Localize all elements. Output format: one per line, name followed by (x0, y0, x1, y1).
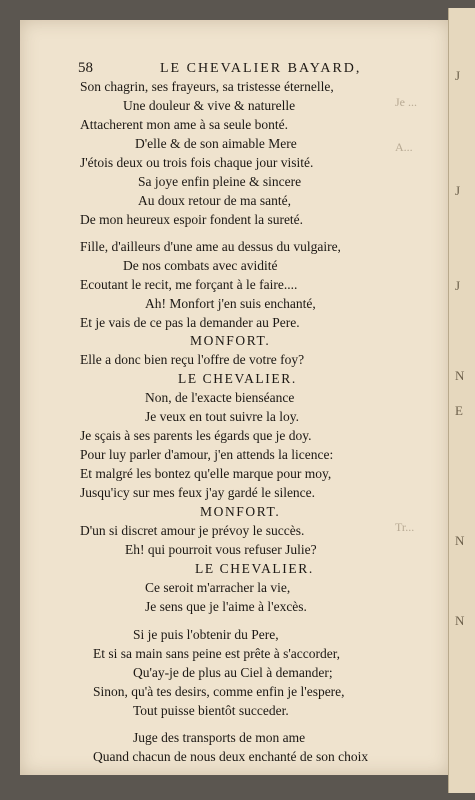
running-title: LE CHEVALIER BAYARD, (160, 61, 362, 76)
speaker-name: MONFORT. (190, 333, 271, 348)
verse-line: Sa joye enfin pleine & sincere (138, 174, 302, 189)
page-header (78, 60, 388, 80)
verse-line: Je sens que je l'aime à l'excès. (145, 599, 307, 614)
verse-line: D'elle & de son aimable Mere (135, 136, 297, 151)
verse-line: Elle a donc bien reçu l'offre de votre foy? (80, 352, 305, 367)
verse-line: De nos combats avec avidité (123, 258, 278, 273)
verse-line: D'un si discret amour je prévoy le succès. (80, 523, 305, 538)
verse-line: Attacherent mon ame à sa seule bonté. (80, 117, 289, 132)
verse-line: Et si sa main sans peine est prête à s'accorder, (93, 646, 341, 661)
verse-line: Fille, d'ailleurs d'une ame au dessus du vulgaire, (80, 239, 341, 254)
show-through-text: Je ... (395, 95, 417, 109)
verse-line: Non, de l'exacte bienséance (145, 390, 295, 405)
verse-line: Son chagrin, ses frayeurs, sa tristesse éternelle, (80, 79, 334, 94)
page-number: 58 (78, 60, 93, 76)
verse-line: Et je vais de ce pas la demander au Pere. (80, 315, 300, 330)
verse-line: Quand chacun de nous deux enchanté de son choix (93, 749, 369, 764)
verse-line: Au doux retour de ma santé, (138, 193, 291, 208)
verse-line: Ecoutant le recit, me forçant à le faire.... (80, 277, 298, 292)
verse-line: Juge des transports de mon ame (133, 730, 306, 745)
verse-line: Pour luy parler d'amour, j'en attends la licence: (80, 447, 334, 462)
speaker-name: LE CHEVALIER. (195, 561, 314, 576)
adjacent-page-edge: J J J N E N N (448, 8, 475, 793)
verse-line: Ce seroit m'arracher la vie, (145, 580, 291, 595)
verse-line: Je veux en tout suivre la loy. (145, 409, 299, 424)
verse-line: Jusqu'icy sur mes feux j'ay gardé le silence. (80, 485, 316, 500)
speaker-name: LE CHEVALIER. (178, 371, 297, 386)
show-through-text: Tr... (395, 520, 415, 534)
verse-line: Ah! Monfort j'en suis enchanté, (145, 296, 316, 311)
verse-line: De mon heureux espoir fondent la sureté. (80, 212, 304, 227)
verse-line: Sinon, qu'à tes desirs, comme enfin je l'espere, (93, 684, 345, 699)
verse-line: Eh! qui pourroit vous refuser Julie? (125, 542, 317, 557)
show-through-text: A... (395, 140, 413, 154)
verse-line: Une douleur & vive & naturelle (123, 98, 296, 113)
verse-line: Qu'ay-je de plus au Ciel à demander; (133, 665, 333, 680)
verse-line: Si je puis l'obtenir du Pere, (133, 627, 279, 642)
verse-line: Tout puisse bientôt succeder. (133, 703, 289, 718)
speaker-name: MONFORT. (200, 504, 281, 519)
verse-line: J'étois deux ou trois fois chaque jour visité. (80, 155, 314, 170)
verse-line: Je sçais à ses parents les égards que je doy. (80, 428, 312, 443)
verse-line: Et malgré les bontez qu'elle marque pour moy, (80, 466, 332, 481)
